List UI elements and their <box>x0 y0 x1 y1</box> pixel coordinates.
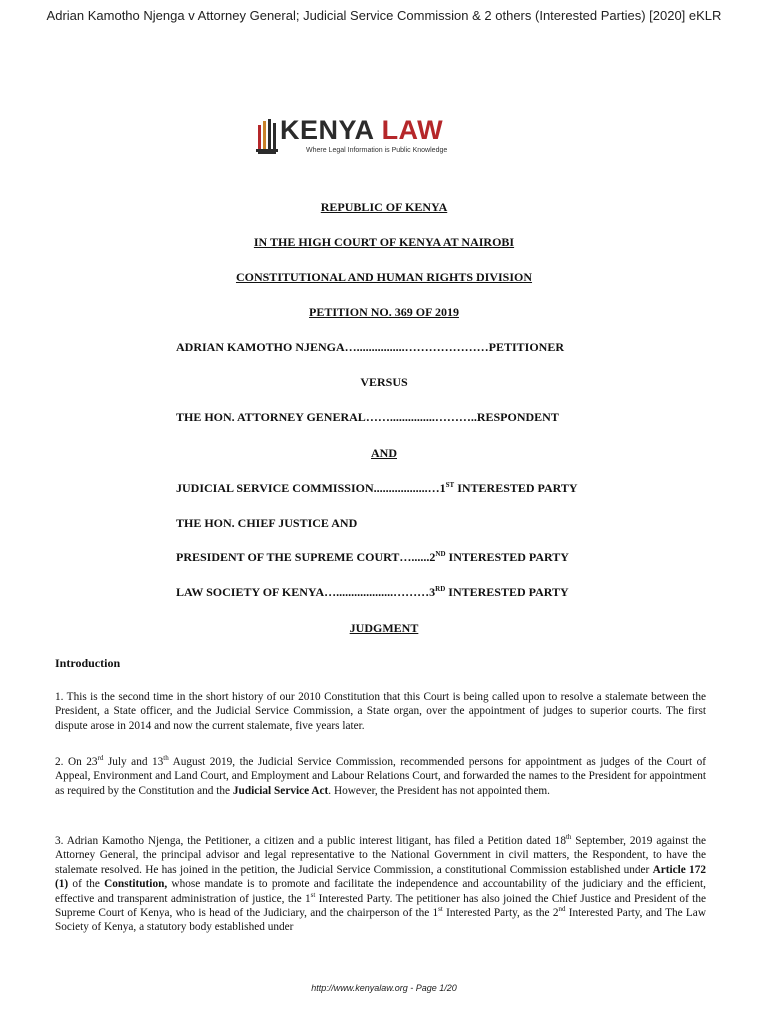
paragraph-1: 1. This is the second time in the short history of our 2010 Constitution that this Court is being called upon to resolve a stalemate between the President, a State officer, and the Judicial Service Commission, a State organ, over the appointment of judges to superior courts. The first dispute arose in 2014 and now the current stalemate, five years later. <box>55 691 706 732</box>
republic-heading: REPUBLIC OF KENYA <box>320 200 448 214</box>
interested-party-3-line: LAW SOCIETY OF KENYA…...................………3RD INTERESTED PARTY <box>176 585 569 599</box>
division-heading: CONSTITUTIONAL AND HUMAN RIGHTS DIVISION <box>235 270 533 284</box>
and-label: AND <box>371 446 397 460</box>
page-footer: http://www.kenyalaw.org - Page 1/20 <box>311 983 457 993</box>
interested-party-1-line: JUDICIAL SERVICE COMMISSION..................…1ST INTERESTED PARTY <box>176 481 578 495</box>
petition-number: PETITION NO. 369 OF 2019 <box>309 305 459 319</box>
respondent-line: THE HON. ATTORNEY GENERAL……...............………..RESPONDENT <box>176 410 559 424</box>
pillars-icon <box>256 117 278 155</box>
paragraph-2: 2. On 23rd July and 13th August 2019, the Judicial Service Commission, recommended persons for appointment as judges of the Court of Appeal, Environment and Land Court, and Employment and Labour Relations Court, and forwarded the names to the President for appointment as required by the Constitution and the Judicial Service Act. However, the President has not appointed them. <box>55 754 706 797</box>
document-header: Adrian Kamotho Njenga v Attorney General; Judicial Service Commission & 2 others (Interested Parties) [2020] eKLR <box>46 8 722 23</box>
paragraph-3: 3. Adrian Kamotho Njenga, the Petitioner, a citizen and a public interest litigant, has filed a Petition dated 18th September, 2019 against the Attorney General, the principal advisor and legal representative to the National Government in civil matters, the Respondent, to have the stalemate resolved. He has joined in the petition, the Judicial Service Commission, a constitutional Commission established under Article 172 (1) of the Constitution, whose mandate is to promote and facilitate the independence and accountability of the judiciary and the efficient, effective and transparent administration of justice, the 1st Interested Party. The petitioner has also joined the Chief Justice and President of the Supreme Court of Kenya, who is head of the Judiciary, and the chairperson of the 1st Interested Party, as the 2nd Interested Party, and The Law Society of Kenya, a statutory body established under <box>55 833 707 934</box>
introduction-heading: Introduction <box>55 656 121 670</box>
interested-party-2-line2: PRESIDENT OF THE SUPREME COURT…......2ND INTERESTED PARTY <box>176 550 569 564</box>
versus-label: VERSUS <box>360 375 408 389</box>
kenya-law-logo <box>256 117 466 159</box>
logo-tagline: Where Legal Information is Public Knowledge <box>306 147 448 154</box>
logo-wordmark: KENYA LAW <box>280 115 444 145</box>
petitioner-line: ADRIAN KAMOTHO NJENGA…................…………………PETITIONER <box>176 340 565 354</box>
judgment-heading: JUDGMENT <box>349 621 419 635</box>
court-heading: IN THE HIGH COURT OF KENYA AT NAIROBI <box>253 235 515 249</box>
interested-party-2-line1: THE HON. CHIEF JUSTICE AND <box>176 516 358 530</box>
